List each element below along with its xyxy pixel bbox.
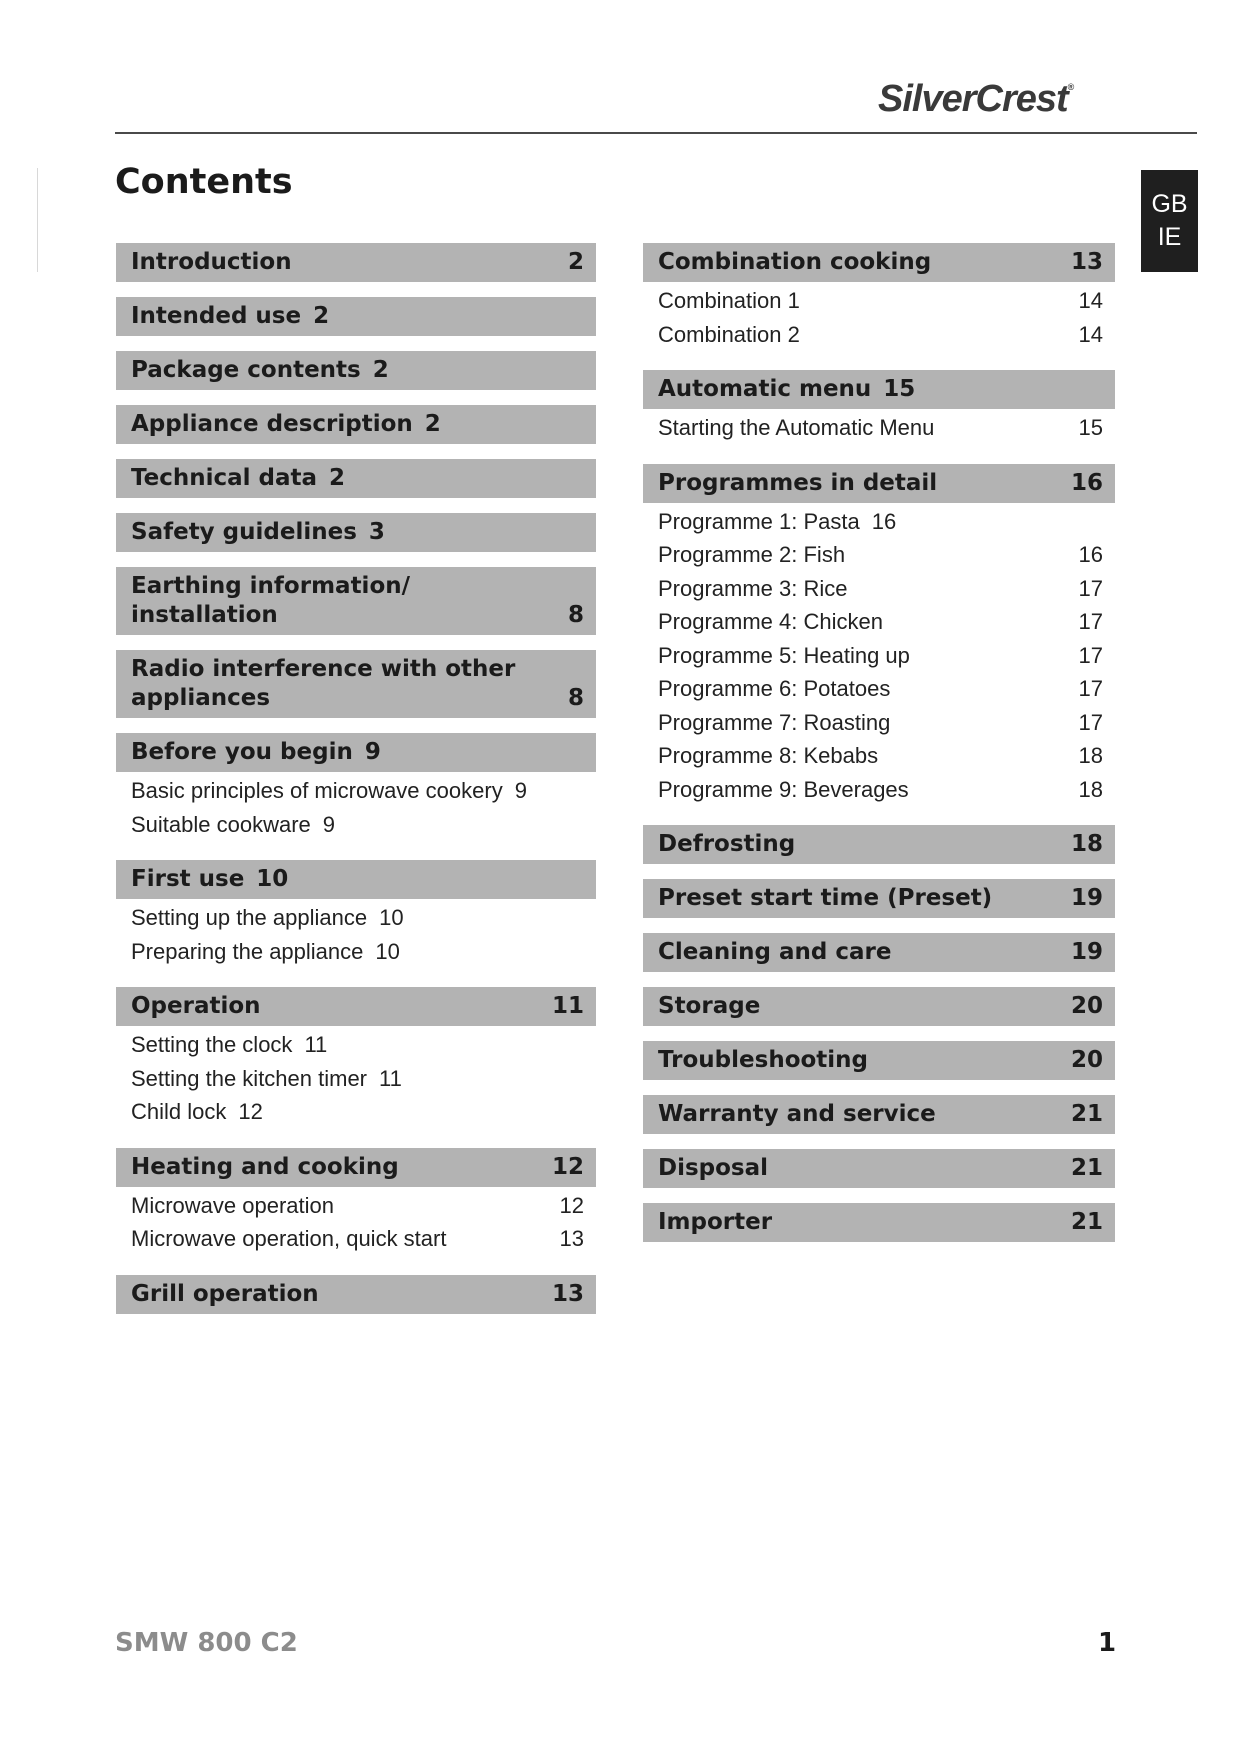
toc-heading-page: 18	[1070, 831, 1103, 857]
toc-subentry[interactable]	[116, 1028, 596, 1062]
toc-subentry-title: Programme 5: Heating up	[658, 642, 910, 668]
toc-section	[643, 933, 1115, 972]
toc-heading[interactable]	[116, 987, 596, 1026]
toc-subentry-title: Programme 1: Pasta	[658, 508, 860, 534]
toc-heading-title: Radio interference with other appliances	[131, 656, 516, 711]
toc-subentry-page: 12	[559, 1192, 584, 1218]
toc-section	[643, 1203, 1115, 1242]
toc-subentries	[643, 282, 1115, 355]
toc-heading[interactable]	[116, 405, 596, 444]
toc-subentry-page: 16	[1078, 542, 1103, 567]
toc-subentry[interactable]	[643, 739, 1115, 773]
toc-heading-page: 9	[364, 739, 381, 765]
toc-section	[116, 1275, 596, 1314]
toc-subentry-page: 18	[1078, 743, 1103, 768]
language-code: GB	[1151, 190, 1188, 218]
toc-heading-title: Intended use	[131, 303, 302, 329]
toc-heading-title: Technical data	[131, 465, 318, 491]
toc-heading-title: Troubleshooting	[658, 1047, 869, 1073]
toc-subentry[interactable]	[116, 1095, 596, 1129]
toc-subentry-title: Setting the clock	[131, 1032, 293, 1057]
toc-heading-title: Introduction	[131, 249, 292, 275]
toc-heading[interactable]	[643, 370, 1115, 409]
toc-subentry-title: Preparing the appliance	[131, 938, 364, 964]
toc-subentry[interactable]	[643, 572, 1115, 606]
toc-subentry-page: 12	[238, 1099, 263, 1124]
toc-heading-page: 12	[551, 1153, 584, 1180]
toc-subentry-title: Programme 7: Roasting	[658, 709, 891, 735]
toc-heading-title: Appliance description	[131, 411, 413, 437]
toc-heading-title: Automatic menu	[658, 376, 872, 402]
toc-subentry-title: Microwave operation	[131, 1192, 334, 1218]
toc-heading-page: 19	[1070, 885, 1103, 911]
brand-logo: SilverCrest®	[878, 78, 1074, 120]
toc-section	[643, 464, 1115, 811]
toc-section	[116, 860, 596, 972]
toc-heading[interactable]	[116, 1148, 596, 1187]
toc-subentry[interactable]	[643, 411, 1115, 445]
toc-subentry[interactable]	[116, 808, 596, 842]
toc-heading-title: Preset start time (Preset)	[658, 885, 993, 911]
toc-subentry-title: Programme 8: Kebabs	[658, 743, 879, 768]
toc-subentry-title: Programme 2: Fish	[658, 542, 846, 567]
toc-subentries	[116, 1026, 596, 1133]
toc-heading-title: Operation	[131, 993, 261, 1019]
toc-heading[interactable]	[116, 567, 596, 635]
toc-heading-title: Before you begin	[131, 739, 353, 765]
toc-section	[643, 825, 1115, 864]
toc-subentry-page: 9	[514, 778, 527, 803]
page-edge-mark	[37, 168, 38, 272]
toc-heading-page: 20	[1070, 1047, 1103, 1073]
toc-subentry[interactable]	[643, 505, 1115, 539]
toc-section	[643, 1149, 1115, 1188]
toc-heading-page: 11	[551, 993, 584, 1019]
toc-section	[116, 351, 596, 390]
toc-section	[116, 733, 596, 845]
toc-subentries	[116, 899, 596, 972]
toc-section	[643, 879, 1115, 918]
toc-subentry-page: 17	[1078, 642, 1103, 668]
toc-heading[interactable]	[643, 933, 1115, 972]
toc-heading-title: Defrosting	[658, 831, 796, 857]
toc-subentry-page: 11	[379, 1065, 402, 1091]
toc-subentry[interactable]	[116, 935, 596, 969]
toc-heading-page: 19	[1070, 939, 1103, 965]
toc-heading[interactable]	[643, 1095, 1115, 1134]
toc-heading-page: 2	[313, 303, 330, 329]
toc-subentry[interactable]	[643, 318, 1115, 352]
toc-heading-page: 2	[567, 249, 584, 275]
toc-heading-title: Heating and cooking	[131, 1153, 399, 1180]
toc-heading[interactable]	[643, 1203, 1115, 1242]
toc-heading-title: Warranty and service	[658, 1101, 936, 1127]
toc-heading[interactable]	[116, 459, 596, 498]
toc-subentry[interactable]	[643, 639, 1115, 673]
toc-section	[116, 405, 596, 444]
toc-section	[116, 987, 596, 1133]
toc-heading[interactable]	[116, 513, 596, 552]
toc-subentries	[116, 772, 596, 845]
toc-subentry-page: 17	[1078, 575, 1103, 601]
toc-section	[116, 513, 596, 552]
toc-subentries	[116, 1187, 596, 1260]
toc-subentry-title: Starting the Automatic Menu	[658, 415, 935, 440]
toc-subentry-page: 15	[1078, 415, 1103, 440]
toc-subentry-page: 16	[871, 508, 897, 534]
toc-heading-page: 3	[368, 519, 385, 545]
toc-heading[interactable]	[643, 464, 1115, 503]
registered-mark: ®	[1067, 82, 1074, 92]
toc-subentry-title: Programme 3: Rice	[658, 575, 848, 601]
toc-subentry-page: 17	[1078, 609, 1103, 634]
toc-section	[116, 297, 596, 336]
header-rule	[115, 132, 1197, 134]
toc-subentry-title: Child lock	[131, 1099, 227, 1124]
toc-heading-page: 13	[551, 1280, 584, 1307]
toc-heading[interactable]	[643, 1149, 1115, 1188]
toc-heading[interactable]	[116, 351, 596, 390]
toc-subentry[interactable]	[643, 284, 1115, 318]
toc-heading-page: 10	[256, 866, 289, 892]
toc-heading-page: 2	[424, 411, 441, 437]
toc-section	[643, 243, 1115, 355]
toc-subentry[interactable]	[116, 1062, 596, 1096]
toc-subentry[interactable]	[116, 774, 596, 808]
toc-subentry-page: 11	[304, 1032, 328, 1057]
toc-subentry-page: 10	[375, 938, 400, 964]
toc-subentry-page: 13	[559, 1226, 584, 1251]
toc-section	[643, 1095, 1115, 1134]
toc-heading-title: Combination cooking	[658, 249, 932, 275]
page-number: 1	[1098, 1628, 1117, 1658]
toc-subentry[interactable]	[116, 1189, 596, 1223]
toc-heading[interactable]	[643, 879, 1115, 918]
model-number: SMW 800 C2	[115, 1628, 298, 1658]
toc-heading-page: 21	[1070, 1209, 1103, 1235]
toc-subentry-title: Microwave operation, quick start	[131, 1226, 447, 1251]
toc-heading-title: Earthing information/ installation	[131, 573, 411, 628]
toc-section	[643, 370, 1115, 449]
toc-heading[interactable]	[116, 733, 596, 772]
toc-subentry-title: Setting the kitchen timer	[131, 1065, 368, 1091]
toc-heading[interactable]	[643, 243, 1115, 282]
toc-subentry[interactable]	[643, 672, 1115, 706]
toc-heading[interactable]	[116, 243, 596, 282]
toc-subentry-title: Basic principles of microwave cookery	[131, 778, 503, 803]
toc-section	[643, 987, 1115, 1026]
toc-section	[116, 650, 596, 718]
toc-heading-page: 21	[1070, 1101, 1103, 1127]
language-tab	[1141, 170, 1198, 272]
toc-heading-title: Package contents	[131, 357, 361, 383]
toc-heading-title: Storage	[658, 993, 761, 1019]
toc-heading-title: Importer	[658, 1209, 773, 1235]
toc-subentry-page: 17	[1078, 709, 1103, 735]
toc-heading-page: 8	[567, 685, 584, 711]
toc-subentry-title: Combination 2	[658, 321, 800, 347]
toc-heading-page: 2	[329, 465, 346, 491]
toc-heading[interactable]	[643, 1041, 1115, 1080]
toc-subentry-page: 18	[1078, 776, 1103, 802]
toc-subentry-title: Programme 9: Beverages	[658, 776, 909, 802]
toc-subentry[interactable]	[116, 1222, 596, 1256]
toc-subentry-page: 9	[322, 811, 336, 837]
toc-subentry-page: 10	[379, 905, 404, 930]
toc-subentry-title: Suitable cookware	[131, 811, 311, 837]
toc-subentries	[643, 409, 1115, 449]
toc-heading[interactable]	[643, 825, 1115, 864]
toc-heading[interactable]	[116, 297, 596, 336]
toc-subentry-title: Programme 4: Chicken	[658, 609, 883, 634]
toc-column-left	[116, 243, 596, 1329]
toc-subentry-page: 14	[1078, 321, 1103, 347]
toc-heading-title: Safety guidelines	[131, 519, 357, 545]
toc-subentries	[643, 503, 1115, 811]
toc-subentry[interactable]	[643, 706, 1115, 740]
toc-column-right	[643, 243, 1115, 1257]
toc-section	[116, 1148, 596, 1260]
toc-heading[interactable]	[643, 987, 1115, 1026]
toc-heading-page: 2	[372, 357, 389, 383]
toc-section	[116, 243, 596, 282]
toc-subentry-page: 17	[1078, 676, 1103, 701]
toc-section	[116, 459, 596, 498]
toc-heading-page: 21	[1070, 1155, 1103, 1181]
toc-subentry-page: 14	[1078, 288, 1103, 313]
toc-heading-page: 8	[567, 602, 584, 628]
toc-heading[interactable]	[116, 1275, 596, 1314]
toc-subentry[interactable]	[643, 773, 1115, 807]
toc-heading-page: 20	[1070, 993, 1103, 1019]
toc-heading-title: Disposal	[658, 1155, 769, 1181]
language-code: IE	[1157, 223, 1182, 251]
toc-section	[116, 567, 596, 635]
toc-subentry-title: Setting up the appliance	[131, 905, 368, 930]
toc-subentry[interactable]	[116, 901, 596, 935]
toc-heading-title: First use	[131, 866, 245, 892]
toc-heading[interactable]	[116, 860, 596, 899]
page-title: Contents	[115, 162, 293, 202]
toc-heading-title: Programmes in detail	[658, 469, 938, 496]
toc-subentry[interactable]	[643, 605, 1115, 639]
toc-heading-page: 15	[883, 376, 916, 402]
toc-heading[interactable]	[116, 650, 596, 718]
toc-subentry[interactable]	[643, 538, 1115, 572]
toc-heading-title: Grill operation	[131, 1280, 319, 1307]
toc-subentry-title: Combination 1	[658, 288, 800, 313]
toc-heading-page: 13	[1070, 249, 1103, 275]
toc-subentry-title: Programme 6: Potatoes	[658, 676, 891, 701]
toc-section	[643, 1041, 1115, 1080]
toc-heading-page: 16	[1070, 469, 1103, 496]
toc-heading-title: Cleaning and care	[658, 939, 892, 965]
